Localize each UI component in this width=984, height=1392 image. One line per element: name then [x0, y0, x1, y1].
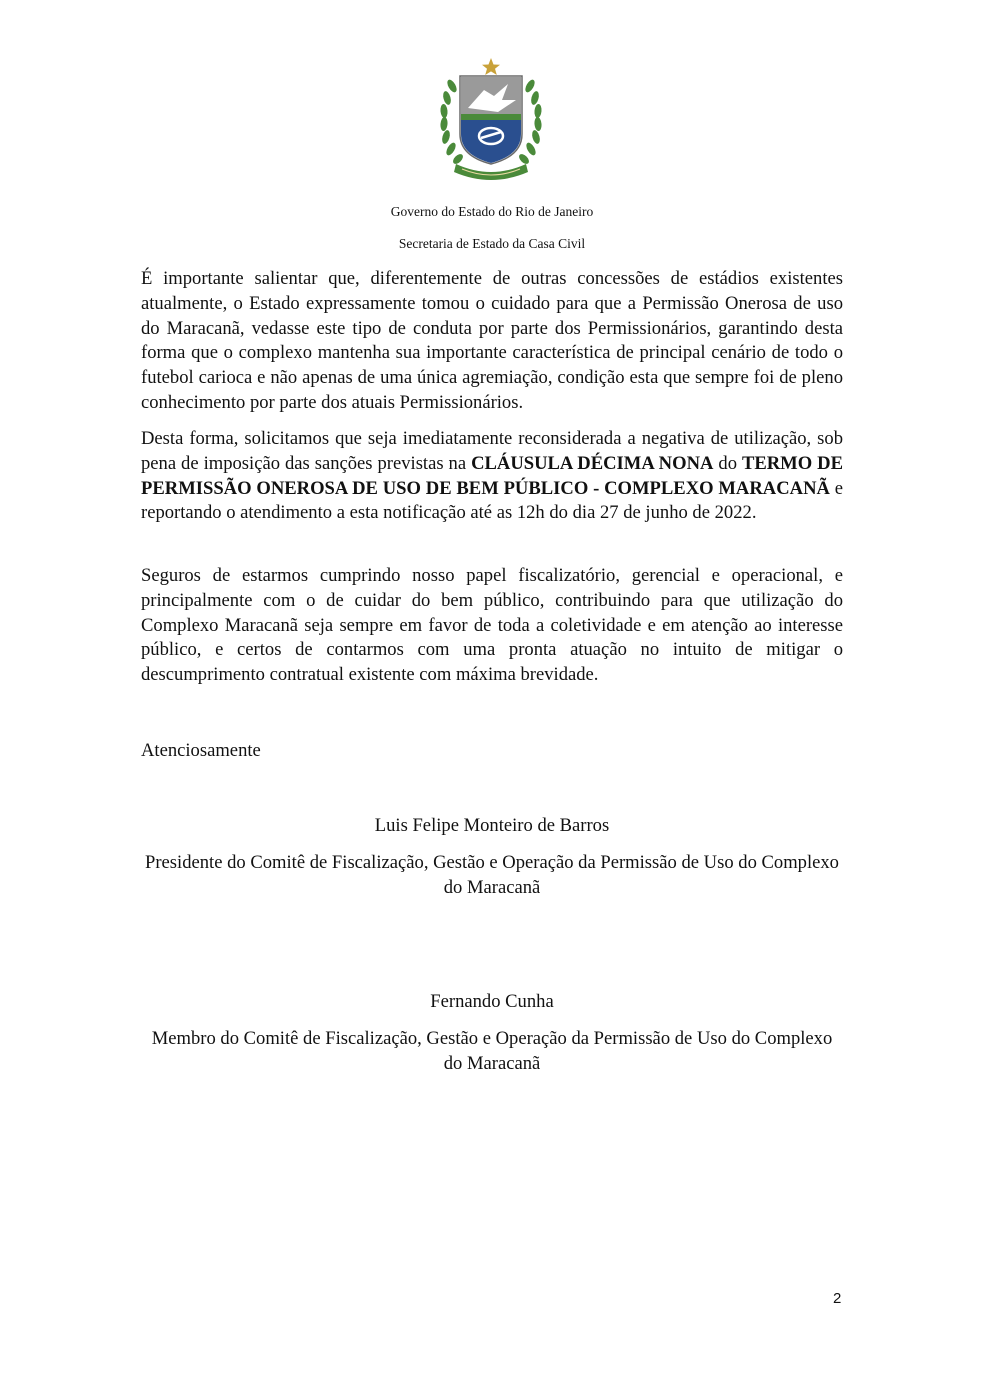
clause-reference: CLÁUSULA DÉCIMA NONA — [471, 452, 714, 474]
paragraph-text — [141, 427, 843, 526]
body-paragraph-2 — [141, 427, 843, 536]
paragraph-segment: Desta forma, solicitamos que seja imediatamente reconsiderada a negativa de utilização, sob pena de imposição das sanções previstas na — [141, 428, 843, 474]
secretariat-name: Secretaria de Estado da Casa Civil — [398, 236, 586, 251]
coat-of-arms-icon — [438, 56, 544, 184]
signatory-role: Presidente do Comitê de Fiscalização, Gestão e Operação da Permissão de Uso do Complexo do Maracanã — [145, 851, 839, 898]
body-paragraph-1 — [141, 267, 843, 426]
paragraph-segment: do — [713, 452, 742, 474]
contract-title: TERMO DE PERMISSÃO ONEROSA DE USO DE BEM PÚBLICO - COMPLEXO MARACANÃ — [141, 452, 843, 499]
signature-block — [141, 814, 843, 900]
signatory-name: Luis Felipe Monteiro de Barros — [374, 815, 610, 836]
body-paragraph-3 — [141, 564, 843, 698]
signatory-role: Membro do Comitê de Fiscalização, Gestão e Operação da Permissão de Uso do Complexo do Maracanã — [151, 1027, 833, 1074]
page-number: 2 — [833, 1290, 842, 1307]
closing-salutation: Atenciosamente — [141, 740, 261, 761]
paragraph-segment: e reportando o atendimento a esta notificação até as 12h do dia 27 de junho de 2022. — [141, 477, 843, 524]
paragraph-text: É importante salientar que, diferentemente de outras concessões de estádios existentes atualmente, o Estado expressamente tomou o cuidado para que a Permissão Onerosa de uso do Maracanã, vedasse este tipo de conduta por parte dos Permissionários, garantindo desta forma que o complexo mantenha sua importante característica de principal cenário de todo o futebol carioca e não apenas de uma única agremiação, condição esta que sempre foi de pleno conhecimento por parte dos atuais Permissionários. — [141, 268, 843, 413]
paragraph-text: Seguros de estarmos cumprindo nosso papel fiscalizatório, gerencial e operacional, e principalmente com o de cuidar do bem público, contribuindo para que utilização do Complexo Maracanã seja sempre em favor de toda a coletividade e em atenção ao interesse público, e certos de contarmos com uma pronta atuação no intuito de mitigar o descumprimento contratual existente com máxima brevidade. — [141, 565, 843, 686]
signature-block — [141, 990, 843, 1076]
government-name: Governo do Estado do Rio de Janeiro — [390, 204, 594, 219]
signatory-name: Fernando Cunha — [430, 991, 554, 1012]
